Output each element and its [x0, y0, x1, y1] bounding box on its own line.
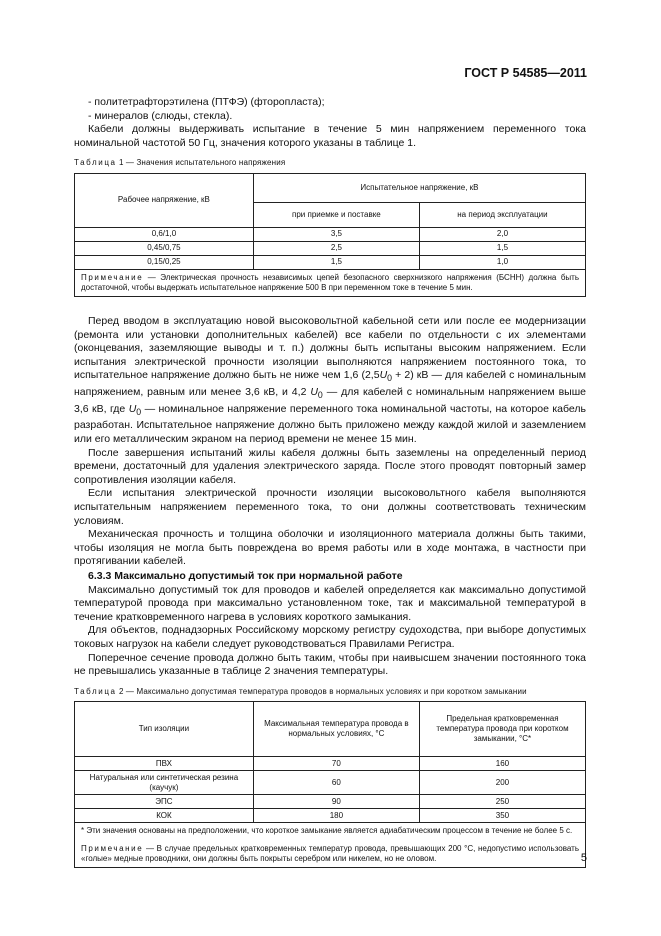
paragraph-commissioning: Перед вводом в эксплуатацию новой высоковольтной кабельной сети или после ее модернизации (ремонта или установки дополнительных кабелей) все кабели по отдельности с их элементами (оконцевания, заземляющие выводы и т. п.) должны быть испытаны высоким напряжением. Если испытания электрической прочности изоляции выполняются напряжением постоянного тока, то испытательное напряжение должно быть не ниже чем 1,6 $(2,5U_0 + 2)$ кВ — для кабелей с номинальным напряжением, равным или менее 3,6 кВ, и 4,2 $U_0$ — для кабелей с номинальным напряжением выше 3,6 кВ, где $U_0$ — номинальное напряжение переменного тока номинальной частоты, на которое кабель разработан. Испытательное напряжение должно быть приложено между каждой жилой и заземлением или его металлическим экраном на период времени не менее 15 мин. [74, 314, 586, 445]
table-row: 0,15/0,25 1,5 1,0 [75, 255, 586, 269]
col-limit-temp: Предельная кратковременная температура провода при коротком замыкании, °C* [419, 702, 585, 757]
paragraph: Поперечное сечение провода должно быть таким, чтобы при наивысшем значении постоянного тока не превышались указанные в таблице 2 значения температуры. [74, 651, 586, 678]
table2-caption: Таблица 2 — Максимально допустимая температура проводов в нормальных условиях и при коротком замыкании [74, 686, 527, 696]
bullet-item: - политетрафторэтилена (ПТФЭ) (фторопласта); [88, 96, 325, 108]
paragraph: Максимально допустимый ток для проводов и кабелей определяется как максимально допустимой температурой провода при максимально установленном токе, так и максимальной температурой в течение кратковременного нагрева в условиях короткого замыкания. [74, 583, 586, 623]
page-number: 5 [580, 852, 587, 864]
section-heading: 6.3.3 Максимально допустимый ток при нормальной работе [88, 569, 403, 582]
table-row: 0,45/0,75 2,5 1,5 [75, 241, 586, 255]
table1-note: Примечание — Электрическая прочность независимых цепей безопасного сверхнизкого напряжения (БСНН) должна быть достаточной, чтобы выдержать испытательное напряжение 500 В при переменном токе в течение 5 мин. [75, 269, 586, 296]
table-row: ПВХ 70 160 [75, 757, 586, 771]
test-voltage-table [74, 173, 586, 297]
table2-note: Примечание — В случае предельных кратковременных температур провода, превышающих 200 °C, недопустимо использовать «голые» медные проводники, они должны быть покрыты серебром или никелем, но не оловом. [81, 844, 579, 864]
table-row: КОК 180 350 [75, 809, 586, 823]
table-row: ЭПС 90 250 [75, 795, 586, 809]
table-row: 0,6/1,0 3,5 2,0 [75, 227, 586, 241]
col-working-voltage: Рабочее напряжение, кВ [75, 173, 254, 227]
page-content [74, 96, 586, 868]
table2-notes [75, 823, 586, 868]
table-row: Натуральная или синтетическая резина (каучук) 60 200 [75, 771, 586, 795]
table1-caption: Таблица 1 — Значения испытательного напряжения [74, 158, 286, 168]
paragraph: Для объектов, поднадзорных Российскому морскому регистру судоходства, при выборе допустимых токовых нагрузок на кабели следует руководствоваться Правилами Регистра. [74, 624, 586, 650]
table2-footnote: * Эти значения основаны на предположении, что короткое замыкание является адиабатическим процессом в течение не более 5 с. [81, 826, 573, 836]
col-service: на период эксплуатации [419, 202, 585, 227]
standard-header: ГОСТ Р 54585—2011 [464, 66, 587, 80]
col-insulation-type: Тип изоляции [75, 702, 254, 757]
col-test-voltage: Испытательное напряжение, кВ [253, 173, 585, 202]
paragraph: После завершения испытаний жилы кабеля должны быть заземлены на определенный период времени, достаточный для удаления электрического заряда. После этого проводят повторный замер сопротивления изоляции кабеля. [74, 446, 586, 486]
col-acceptance: при приемке и поставке [253, 202, 419, 227]
max-temperature-table [74, 701, 586, 868]
paragraph: Если испытания электрической прочности изоляции высоковольтного кабеля выполняются испытательным напряжением переменного тока, то они должны соответствовать техническим условиям. [74, 487, 586, 527]
paragraph: Кабели должны выдерживать испытание в течение 5 мин напряжением переменного тока номинальной частотой 50 Гц, значения которого указаны в таблице 1. [74, 123, 586, 149]
paragraph: Механическая прочность и толщина оболочки и изоляционного материала должны быть такими, чтобы изоляция не могла быть повреждена во время работы или в ходе монтажа, в частности при протягивании кабелей. [74, 528, 586, 568]
col-max-temp: Максимальная температура провода в нормальных условиях, °C [253, 702, 419, 757]
bullet-item: - минералов (слюды, стекла). [88, 109, 233, 122]
